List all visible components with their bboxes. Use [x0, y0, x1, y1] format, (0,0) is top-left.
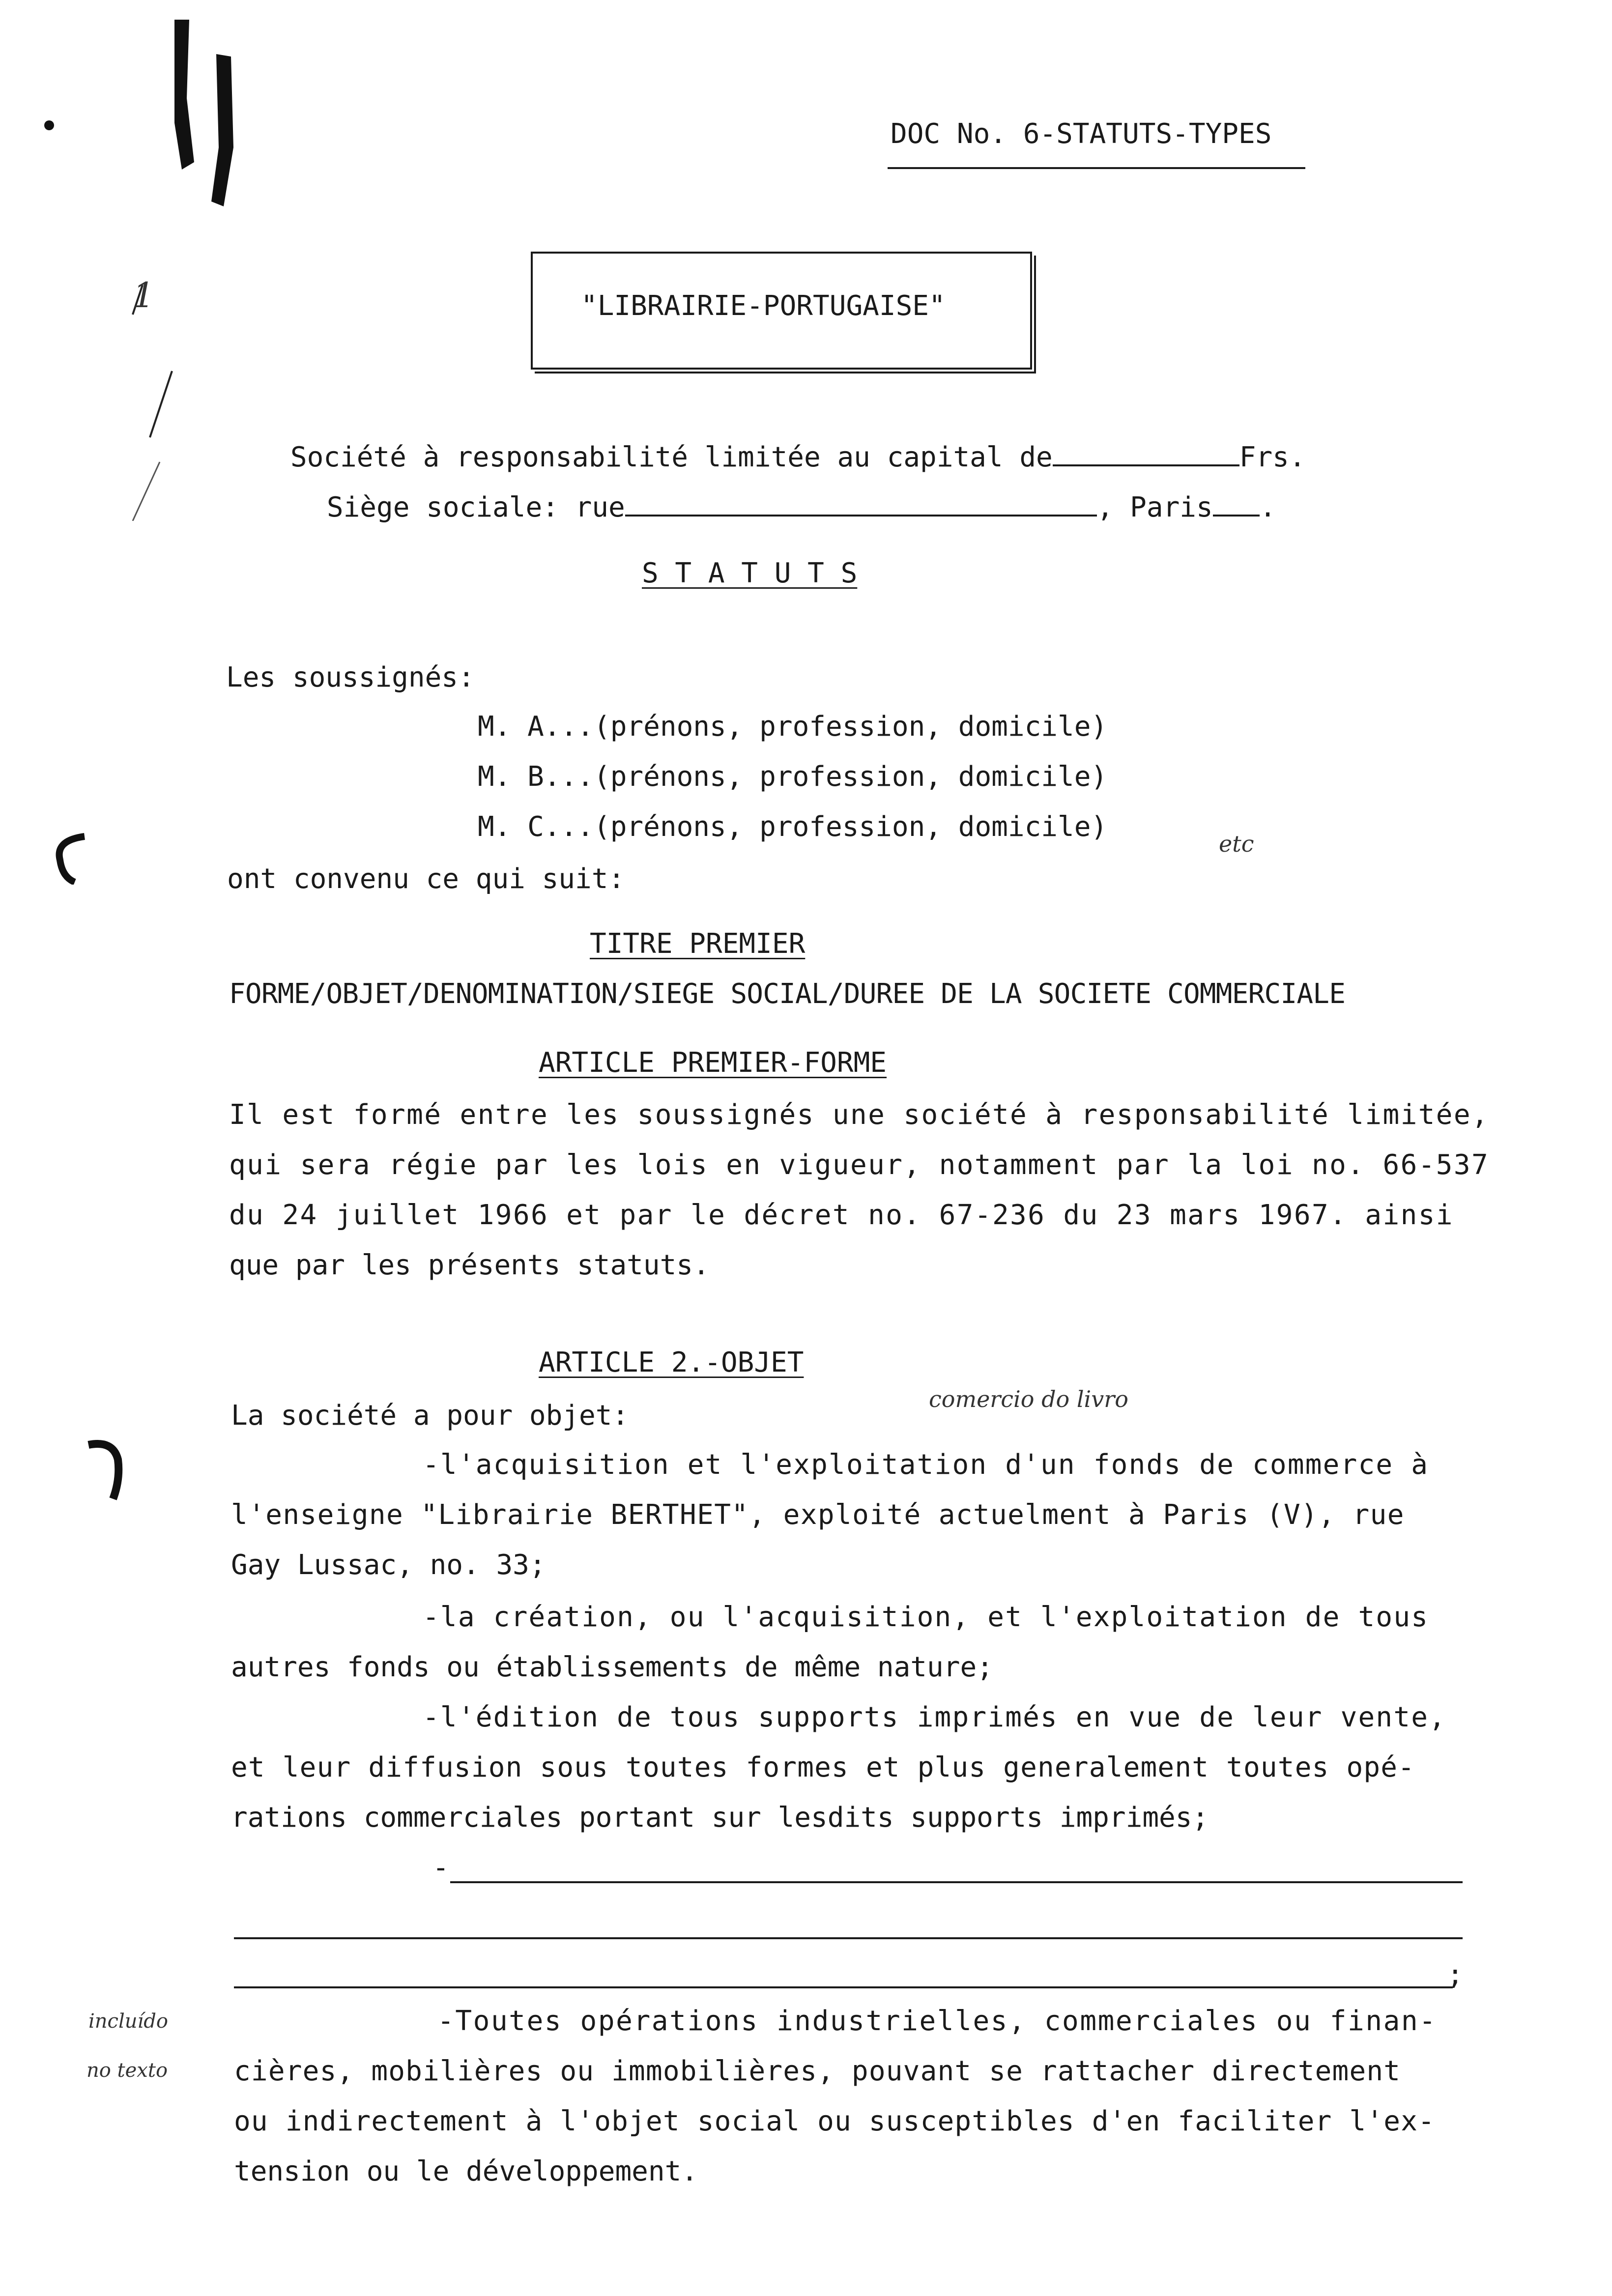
article1-line-4: que par les présents statuts. [229, 1249, 710, 1281]
handwritten-margin-note-2: no texto [86, 2059, 168, 2082]
ink-smudge-decoration [0, 0, 295, 295]
article1-heading: ARTICLE PREMIER-FORME [539, 1047, 887, 1079]
article1-line-2: qui sera régie par les lois en vigueur, notamment par la loi no. 66-537 [229, 1149, 1490, 1181]
intro-agreed: ont convenu ce qui suit: [227, 863, 625, 895]
intro-label: Les soussignés: [226, 661, 475, 693]
company-name: "LIBRAIRIE-PORTUGAISE" [581, 290, 946, 322]
objet-para2-line-2: autres fonds ou établissements de même nature; [231, 1651, 993, 1683]
objet-para2-line-1: -la création, ou l'acquisition, et l'exploitation de tous [423, 1601, 1429, 1633]
capital-label: Société à responsabilité limitée au capital de [290, 441, 1053, 473]
article2-lead: La société a pour objet: [231, 1400, 629, 1432]
handwritten-note-etc: etc [1219, 831, 1254, 857]
seat-street-blank [625, 493, 1097, 517]
article2-heading: ARTICLE 2.-OBJET [539, 1347, 804, 1378]
handwritten-note-objet: comercio do livro [929, 1386, 1128, 1412]
objet-para1-line-3: Gay Lussac, no. 33; [231, 1549, 546, 1581]
blank-end: ; [1447, 1959, 1464, 1991]
person-c: M. C...(prénons, profession, domicile) [478, 811, 1108, 843]
blank-line-2 [234, 1937, 1463, 1939]
article1-line-3: du 24 juillet 1966 et par le décret no. 67-236 du 23 mars 1967. ainsi [229, 1199, 1454, 1231]
seat-end: . [1259, 491, 1276, 523]
blank-dash: - [432, 1852, 449, 1884]
objet-para3-line-1: -l'édition de tous supports imprimés en vue de leur vente, [423, 1701, 1447, 1733]
seat-district-blank [1213, 493, 1260, 517]
objet-para4-line-2: cières, mobilières ou immobilières, pouvant se rattacher directement [234, 2055, 1401, 2087]
blank-line-3 [234, 1986, 1453, 1988]
person-b: M. B...(prénons, profession, domicile) [478, 761, 1108, 793]
blank-line-1 [450, 1881, 1463, 1883]
article1-line-1: Il est formé entre les soussignés une société à responsabilité limitée, [229, 1099, 1490, 1131]
titre-subheading: FORME/OBJET/DENOMINATION/SIEGE SOCIAL/DUREE DE LA SOCIETE COMMERCIALE [229, 978, 1346, 1010]
margin-hook-mark [84, 1435, 128, 1504]
doc-reference: DOC No. 6-STATUTS-TYPES [891, 118, 1272, 150]
objet-para3-line-2: et leur diffusion sous toutes formes et plus generalement toutes opé- [231, 1751, 1415, 1783]
objet-para4-line-4: tension ou le développement. [234, 2155, 698, 2187]
seat-label: Siège sociale: rue [326, 491, 625, 523]
objet-para4-line-1: -Toutes opérations industrielles, commerciales ou finan- [437, 2005, 1437, 2037]
margin-handwritten-mark: 1 [133, 275, 155, 316]
titre-heading: TITRE PREMIER [590, 928, 806, 960]
objet-para3-line-3: rations commerciales portant sur lesdits supports imprimés; [231, 1802, 1209, 1834]
handwritten-margin-note-1: incluído [88, 2010, 168, 2033]
capital-currency: Frs. [1239, 441, 1306, 473]
person-a: M. A...(prénons, profession, domicile) [478, 711, 1108, 743]
seat-line [260, 459, 1276, 556]
objet-para1-line-1: -l'acquisition et l'exploitation d'un fonds de commerce à [423, 1449, 1429, 1481]
margin-pen-marks [113, 275, 202, 521]
seat-city: , Paris [1096, 491, 1213, 523]
objet-para4-line-3: ou indirectement à l'objet social ou susceptibles d'en faciliter l'ex- [234, 2105, 1436, 2137]
margin-bracket-mark [45, 831, 89, 885]
objet-para1-line-2: l'enseigne "Librairie BERTHET", exploité actuelment à Paris (V), rue [231, 1499, 1405, 1531]
statuts-title: S T A T U T S [642, 557, 858, 589]
doc-reference-underline [888, 167, 1305, 169]
